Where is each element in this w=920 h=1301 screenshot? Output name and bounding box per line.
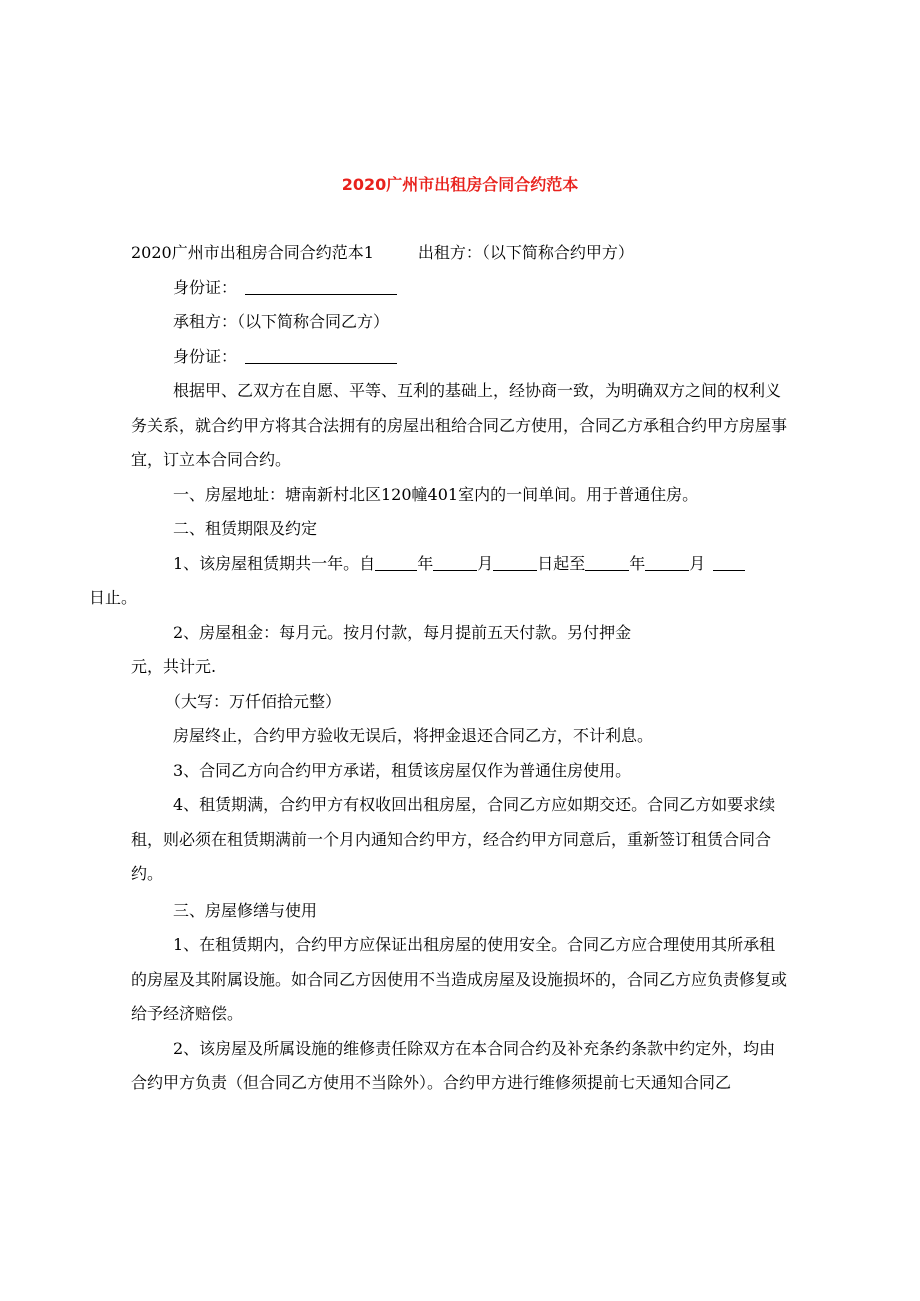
month-blank [433, 556, 477, 571]
clause-2-1 [89, 547, 791, 616]
id-label: 身份证： [173, 277, 238, 297]
year-label: 年 [629, 553, 646, 573]
intro-line [131, 236, 791, 271]
lessee-label: 承租方：（以下简称合同乙方） [173, 312, 390, 331]
intro-heading: 2020广州市出租房合同合约范本1 [131, 243, 374, 262]
clause-2-2-capital: （大写：万仟佰拾元整） [165, 691, 342, 711]
month-blank [645, 556, 689, 571]
clause-2-4: 4、租赁期满，合约甲方有权收回出租房屋，合同乙方应如期交还。合同乙方如要求续租，则必须在租赁期满前一个月内通知合约甲方，经合约甲方同意后，重新签订租赁合同合约。 [131, 795, 776, 883]
clause-2-3: 3、合同乙方向合约甲方承诺，租赁该房屋仅作为普通住房使用。 [173, 760, 632, 780]
lessee-id-line [131, 340, 791, 375]
document-body [89, 236, 791, 1101]
year-blank [585, 556, 629, 571]
clause-3-1: 1、在租赁期内，合约甲方应保证出租房屋的使用安全。合同乙方应合理使用其所承租的房屋及其附属设施。如合同乙方因使用不当造成房屋及设施损坏的，合同乙方应负责修复或给予经济赔偿。 [131, 935, 788, 1023]
id-blank [245, 280, 397, 295]
lessor-id-line [131, 271, 791, 306]
year-blank [375, 556, 417, 571]
clause-text: 1、该房屋租赁期共一年。自 [173, 553, 376, 573]
clause-2-2-rent: 2、房屋租金：每月元。按月付款，每月提前五天付款。另付押金 [173, 622, 632, 642]
id-label: 身份证： [173, 346, 238, 366]
month-label: 月 [689, 553, 706, 573]
day-label: 日起至 [537, 553, 586, 573]
preamble-paragraph: 根据甲、乙双方在自愿、平等、互利的基础上，经协商一致，为明确双方之间的权利义务关系，就合约甲方将其合法拥有的房屋出租给合同乙方使用，合同乙方承租合约甲方房屋事宜，订立本合同合约。 [131, 381, 788, 469]
day-blank [713, 556, 745, 571]
lessor-label: 出租方：（以下简称合约甲方） [417, 243, 634, 262]
document-title: 2020广州市出租房合同合约范本 [341, 175, 579, 194]
clause-3-2: 2、该房屋及所属设施的维修责任除双方在本合同合约及补充条约条款中约定外，均由合约甲方负责（但合同乙方使用不当除外）。合约甲方进行维修须提前七天通知合同乙 [131, 1038, 776, 1092]
clause-2-2-total: 元，共计元. [131, 657, 217, 676]
section-1-address: 一、房屋地址：塘南新村北区120幢401室内的一间单间。用于普通住房。 [173, 484, 699, 504]
section-2-title: 二、租赁期限及约定 [173, 519, 318, 538]
day-blank [493, 556, 537, 571]
clause-2-2-refund: 房屋终止，合约甲方验收无误后，将押金退还合同乙方，不计利息。 [173, 726, 654, 745]
id-blank [245, 349, 397, 364]
year-label: 年 [417, 553, 434, 573]
section-3-title: 三、房屋修缮与使用 [173, 900, 318, 920]
month-label: 月 [477, 553, 494, 573]
clause-end: 日止。 [89, 588, 138, 607]
